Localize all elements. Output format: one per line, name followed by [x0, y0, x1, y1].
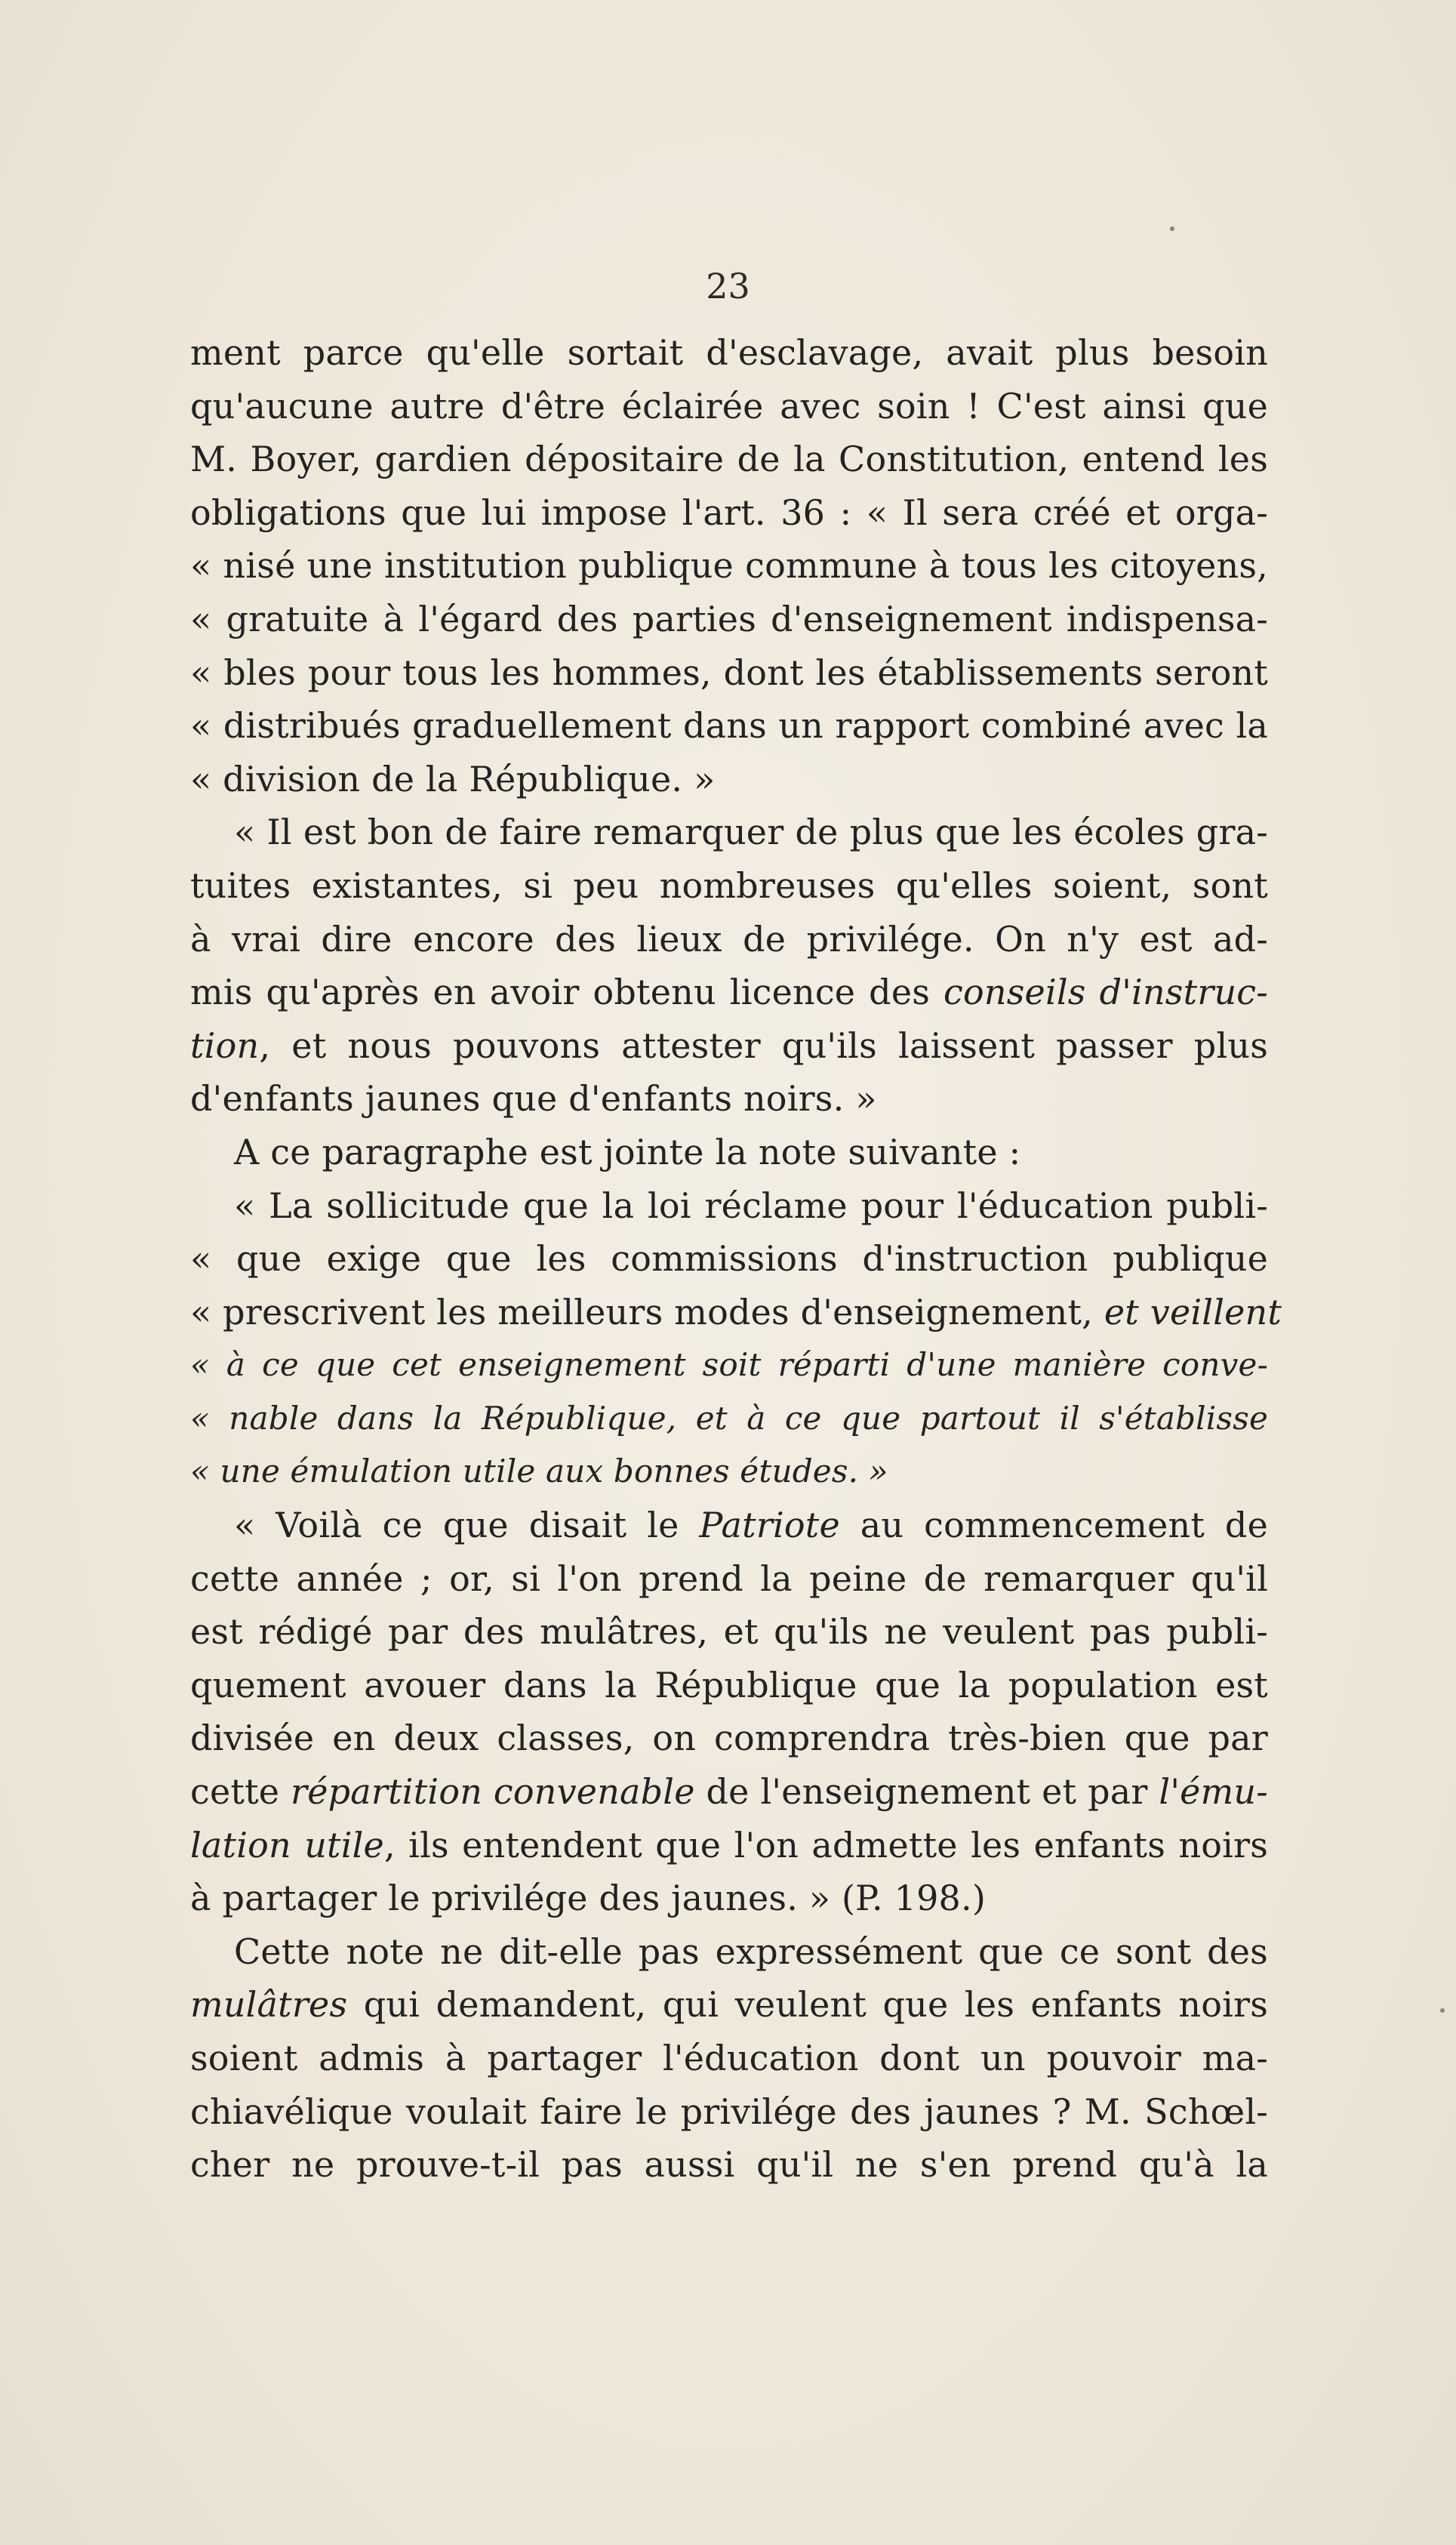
- text-line: [190, 1978, 1268, 2032]
- text-line: [190, 1019, 1268, 1073]
- text-line: cette année ; or, si l'on prend la peine de remarquer qu'il: [190, 1558, 1268, 1599]
- text-line: est rédigé par des mulâtres, et qu'ils ne veulent pas publi-: [190, 1611, 1268, 1653]
- italic-phrase: « une émulation utile aux bonnes études. »: [190, 1453, 888, 1490]
- text-run: de l'enseignement et par: [694, 1771, 1159, 1813]
- text-line: A ce paragraphe est jointe la note suivante :: [234, 1131, 1021, 1172]
- italic-phrase: « nable dans la République, et à ce que partout il s'établisse: [190, 1399, 1268, 1437]
- text-line: [190, 1392, 1268, 1446]
- text-run: qui demandent, qui veulent que les enfants noirs: [347, 1984, 1268, 2026]
- text-line: [190, 1445, 1268, 1499]
- text-line: à partager le privilége des jaunes. » (P. 198.): [190, 1878, 986, 1919]
- text-run: au commencement de: [839, 1505, 1268, 1546]
- text-line: « Il est bon de faire remarquer de plus que les écoles gra-: [234, 812, 1268, 853]
- text-run: mis qu'après en avoir obtenu licence des: [190, 972, 944, 1013]
- italic-phrase: lation utile: [190, 1824, 384, 1866]
- text-line: quement avouer dans la République que la population est: [190, 1664, 1268, 1705]
- italic-phrase: répartition convenable: [291, 1771, 695, 1813]
- text-line: « nisé une institution publique commune à tous les citoyens,: [190, 545, 1268, 587]
- body-text: [190, 326, 1282, 2192]
- italic-phrase: « à ce que cet enseignement soit réparti d'une manière conve-: [190, 1346, 1268, 1384]
- text-line: cher ne prouve-t-il pas aussi qu'il ne s'en prend qu'à la: [190, 2144, 1268, 2186]
- text-line: chiavélique voulait faire le privilége des jaunes ? M. Schœl-: [190, 2091, 1268, 2132]
- page-number: 23: [706, 266, 750, 307]
- text-line: [190, 1339, 1268, 1392]
- italic-phrase: et veillent: [1104, 1291, 1282, 1333]
- italic-phrase: mulâtres: [190, 1984, 348, 2026]
- text-line: « La sollicitude que la loi réclame pour l'éducation publi-: [234, 1185, 1268, 1226]
- italic-phrase: l'ému-: [1159, 1771, 1268, 1813]
- text-run: « Voilà ce que disait le: [234, 1505, 700, 1546]
- text-line: obligations que lui impose l'art. 36 : « Il sera créé et orga-: [190, 491, 1268, 533]
- text-line: [190, 966, 1268, 1019]
- italic-phrase: conseils d'instruc-: [943, 972, 1269, 1013]
- text-run: « prescrivent les meilleurs modes d'enseignement,: [190, 1291, 1104, 1333]
- text-line: d'enfants jaunes que d'enfants noirs. »: [190, 1078, 877, 1120]
- text-line: soient admis à partager l'éducation dont un pouvoir ma-: [190, 2038, 1268, 2078]
- italic-phrase: Patriote: [699, 1505, 840, 1546]
- text-line: ment parce qu'elle sortait d'esclavage, avait plus besoin: [190, 332, 1268, 373]
- text-line: à vrai dire encore des lieux de privilége. On n'y est ad-: [190, 918, 1268, 960]
- text-line: « distribués graduellement dans un rapport combiné avec la: [190, 705, 1268, 747]
- text-line: « que exige que les commissions d'instruction publique: [190, 1238, 1268, 1280]
- paper-speck: [1440, 2008, 1445, 2013]
- text-run: , ils entendent que l'on admette les enfants noirs: [383, 1824, 1269, 1866]
- text-line: [190, 1765, 1268, 1819]
- text-line: [190, 1286, 1282, 1339]
- text-line: tuites existantes, si peu nombreuses qu'elles soient, sont: [190, 864, 1268, 906]
- text-line: Cette note ne dit-elle pas expressément que ce sont des: [234, 1930, 1268, 1972]
- text-line: « bles pour tous les hommes, dont les établissements seront: [190, 652, 1268, 693]
- italic-phrase: tion: [190, 1024, 260, 1066]
- text-run: cette: [190, 1771, 291, 1813]
- text-run: , et nous pouvons attester qu'ils laissent passer plus: [259, 1024, 1268, 1066]
- text-line: qu'aucune autre d'être éclairée avec soin ! C'est ainsi que: [190, 385, 1268, 427]
- text-line: divisée en deux classes, on comprendra très-bien que par: [190, 1718, 1268, 1759]
- text-line: « division de la République. »: [190, 758, 716, 800]
- text-line: [190, 1499, 1268, 1552]
- paper-speck: [1170, 226, 1174, 231]
- text-line: [190, 1819, 1268, 1872]
- text-line: « gratuite à l'égard des parties d'enseignement indispensa-: [190, 598, 1268, 639]
- text-line: M. Boyer, gardien dépositaire de la Constitution, entend les: [190, 439, 1268, 480]
